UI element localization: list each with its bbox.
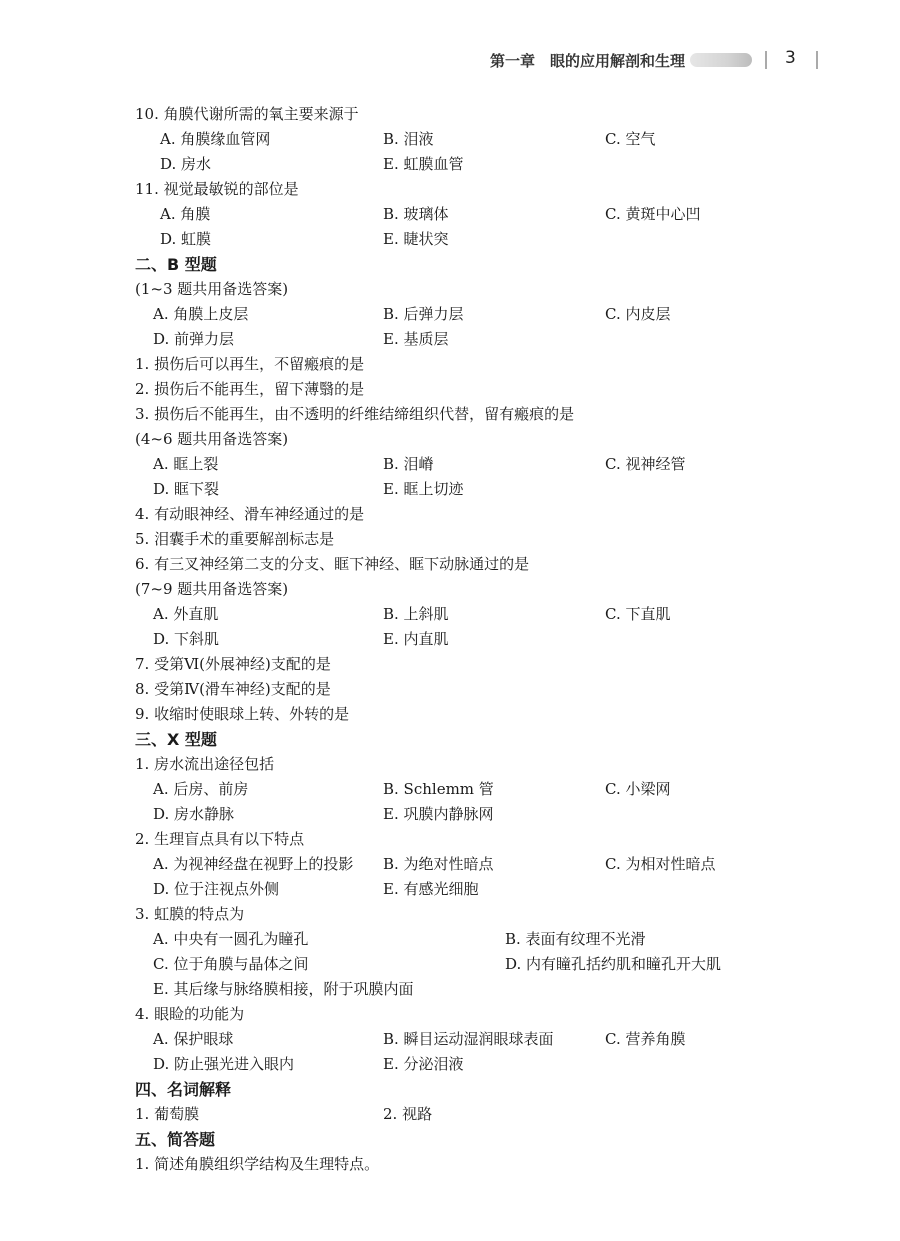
option-row: [0, 302, 900, 327]
section-heading: 二、B 型题: [135, 255, 217, 274]
answer-option: A. 角膜上皮层: [153, 305, 249, 323]
question-text: (1~3 题共用备选答案): [135, 280, 289, 298]
question-text: 2. 损伤后不能再生，留下薄翳的是: [135, 380, 365, 398]
answer-option: B. 瞬目运动湿润眼球表面: [383, 1030, 554, 1048]
answer-option: E. 巩膜内静脉网: [383, 805, 494, 823]
option-row: [0, 602, 900, 627]
option-row: [0, 152, 900, 177]
answer-option: E. 有感光细胞: [383, 880, 479, 898]
question-text: 8. 受第Ⅳ(滑车神经)支配的是: [135, 680, 331, 698]
option-row: [0, 1052, 900, 1077]
answer-option: D. 虹膜: [160, 230, 212, 248]
answer-option: B. Schlemm 管: [383, 780, 494, 798]
option-row: [0, 952, 900, 977]
answer-option: C. 为相对性暗点: [605, 855, 716, 873]
header-decorative-bar: [690, 53, 752, 67]
question-text: 9. 收缩时使眼球上转、外转的是: [135, 705, 350, 723]
answer-option: B. 为绝对性暗点: [383, 855, 494, 873]
page-header: [0, 46, 900, 76]
answer-option: E. 其后缘与脉络膜相接，附于巩膜内面: [153, 980, 414, 998]
section-heading: 三、X 型题: [135, 730, 217, 749]
answer-option: E. 基质层: [383, 330, 449, 348]
answer-option: E. 眶上切迹: [383, 480, 464, 498]
question-text: 1. 简述角膜组织学结构及生理特点。: [135, 1155, 380, 1173]
header-divider: [816, 51, 818, 69]
answer-option: D. 房水: [160, 155, 212, 173]
option-row: [0, 877, 900, 902]
question-text: 10. 角膜代谢所需的氧主要来源于: [135, 105, 359, 123]
answer-option: B. 后弹力层: [383, 305, 464, 323]
option-row: [0, 777, 900, 802]
answer-option: E. 睫状突: [383, 230, 449, 248]
answer-option: A. 角膜缘血管网: [160, 130, 271, 148]
answer-option: D. 房水静脉: [153, 805, 235, 823]
question-text: 1. 损伤后可以再生，不留瘢痕的是: [135, 355, 365, 373]
answer-option: C. 小梁网: [605, 780, 671, 798]
option-row: [0, 227, 900, 252]
option-row: [0, 127, 900, 152]
answer-option: C. 营养角膜: [605, 1030, 686, 1048]
option-row: [0, 202, 900, 227]
question-text: 5. 泪囊手术的重要解剖标志是: [135, 530, 335, 548]
answer-option: A. 角膜: [160, 205, 211, 223]
answer-option: D. 位于注视点外侧: [153, 880, 280, 898]
option-row: [0, 452, 900, 477]
section-heading: 四、名词解释: [135, 1080, 232, 1099]
answer-option: A. 保护眼球: [153, 1030, 234, 1048]
question-text: 7. 受第Ⅵ(外展神经)支配的是: [135, 655, 331, 673]
answer-option: E. 分泌泪液: [383, 1055, 464, 1073]
answer-option: C. 视神经管: [605, 455, 686, 473]
option-row: [0, 802, 900, 827]
option-row: [0, 977, 900, 1002]
answer-option: E. 内直肌: [383, 630, 449, 648]
answer-option: C. 空气: [605, 130, 656, 148]
answer-option: D. 防止强光进入眼内: [153, 1055, 295, 1073]
header-divider: [765, 51, 767, 69]
term-item: 1. 葡萄膜: [135, 1105, 200, 1123]
answer-option: B. 泪嵴: [383, 455, 434, 473]
answer-option: E. 虹膜血管: [383, 155, 464, 173]
question-text: 2. 生理盲点具有以下特点: [135, 830, 305, 848]
answer-option: D. 眶下裂: [153, 480, 220, 498]
option-row: [0, 477, 900, 502]
option-row: [0, 1027, 900, 1052]
answer-option: A. 为视神经盘在视野上的投影: [153, 855, 354, 873]
section-heading: 五、简答题: [135, 1130, 216, 1149]
option-row: [0, 627, 900, 652]
answer-option: B. 表面有纹理不光滑: [505, 930, 646, 948]
answer-option: B. 上斜肌: [383, 605, 449, 623]
answer-option: C. 黄斑中心凹: [605, 205, 701, 223]
question-text: 6. 有三叉神经第二支的分支、眶下神经、眶下动脉通过的是: [135, 555, 530, 573]
answer-option: C. 下直肌: [605, 605, 671, 623]
answer-option: D. 前弹力层: [153, 330, 235, 348]
option-row: [0, 852, 900, 877]
question-text: 3. 损伤后不能再生，由不透明的纤维结缔组织代替，留有瘢痕的是: [135, 405, 575, 423]
question-list: [0, 102, 900, 1177]
answer-option: A. 外直肌: [153, 605, 219, 623]
chapter-title: 第一章 眼的应用解剖和生理: [490, 52, 686, 70]
answer-option: D. 内有瞳孔括约肌和瞳孔开大肌: [505, 955, 722, 973]
question-text: (7~9 题共用备选答案): [135, 580, 289, 598]
answer-option: A. 中央有一圆孔为瞳孔: [153, 930, 309, 948]
page-number: 3: [785, 48, 796, 68]
question-text: 4. 有动眼神经、滑车神经通过的是: [135, 505, 365, 523]
answer-option: A. 眶上裂: [153, 455, 219, 473]
answer-option: C. 位于角膜与晶体之间: [153, 955, 309, 973]
question-text: 4. 眼睑的功能为: [135, 1005, 245, 1023]
answer-option: B. 玻璃体: [383, 205, 449, 223]
option-row: [0, 927, 900, 952]
answer-option: B. 泪液: [383, 130, 434, 148]
answer-option: D. 下斜肌: [153, 630, 220, 648]
option-row: [0, 327, 900, 352]
term-item: 2. 视路: [383, 1105, 433, 1123]
question-text: 11. 视觉最敏锐的部位是: [135, 180, 299, 198]
answer-option: A. 后房、前房: [153, 780, 249, 798]
question-text: (4~6 题共用备选答案): [135, 430, 289, 448]
term-list: [0, 1102, 900, 1127]
answer-option: C. 内皮层: [605, 305, 671, 323]
question-text: 1. 房水流出途径包括: [135, 755, 275, 773]
question-text: 3. 虹膜的特点为: [135, 905, 245, 923]
